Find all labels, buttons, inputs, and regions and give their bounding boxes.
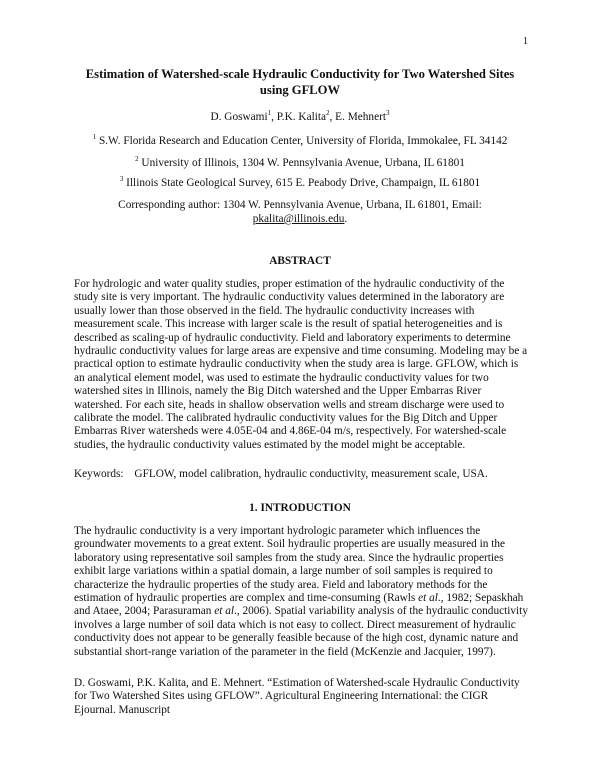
affiliation-3 xyxy=(70,176,530,190)
affiliation-1 xyxy=(70,134,530,148)
affiliation-text: S.W. Florida Research and Education Center, University of Florida, Immokalee, FL 34142 xyxy=(98,135,508,147)
introduction-body xyxy=(74,525,530,659)
affiliation-text: University of Illinois, 1304 W. Pennsylvania Avenue, Urbana, IL 61801 xyxy=(141,157,465,169)
affiliation-text: Illinois State Geological Survey, 615 E. Peabody Drive, Champaign, IL 61801 xyxy=(126,177,481,189)
affiliation-mark: 2 xyxy=(135,155,139,163)
page-number: 1 xyxy=(523,36,528,47)
author-name: E. Mehnert xyxy=(335,111,386,123)
intro-text-part: ., 1982; Sepaskhah and Ataee, 2004; Parasuraman xyxy=(74,592,524,618)
corresponding-author xyxy=(70,198,530,226)
abstract-heading: ABSTRACT xyxy=(269,255,331,267)
keywords-text: GFLOW, model calibration, hydraulic conductivity, measurement scale, USA. xyxy=(134,468,488,480)
corresponding-text: Corresponding author: 1304 W. Pennsylvania Avenue, Urbana, IL 61801, Email: xyxy=(118,199,482,211)
abstract-body: For hydrologic and water quality studies, proper estimation of the hydraulic conductivity of the study site is very important. The hydraulic conductivity values determined in the laboratory are usually lower than those observed in the field. The hydraulic conductivity increases with measurement scale. This increase with larger scale is the result of spatial heterogeneities and is described as scaling-up of hydraulic conductivity. Field and laboratory experiments to determine hydraulic conductivity values for large areas are expensive and time consuming. Modeling may be a practical option to estimate hydraulic conductivity when the study area is large. GFLOW, which is an analytical element model, was used to estimate the hydraulic conductivity values for two watershed sites in Illinois, namely the Big Ditch watershed and the Upper Embarras River watershed. For each site, heads in shallow observation wells and stream discharge were used to calibrate the model. The calibrated hydraulic conductivity values for the Big Ditch and Upper Embarras River watersheds were 4.05E-04 and 4.86E-04 m/s, respectively. For watershed-scale studies, the hydraulic conductivity values estimated by the model might be acceptable. xyxy=(74,278,528,451)
author-separator: , xyxy=(271,111,277,123)
keywords-label: Keywords: xyxy=(74,468,124,480)
affiliation-mark: 3 xyxy=(119,175,124,183)
author-affiliation-mark: 2 xyxy=(326,109,330,117)
citation-footnote: D. Goswami, P.K. Kalita, and E. Mehnert. “Estimation of Watershed-scale Hydraulic Conductivity for Two Watershed Sites using GFLOW”. Agricultural Engineering International: the CIGR Ejournal. Manuscript xyxy=(74,677,520,716)
affiliation-mark: 1 xyxy=(92,133,97,141)
intro-etal: et al xyxy=(214,605,234,618)
intro-text-part: The hydraulic conductivity is a very important hydrologic parameter which influences the groundwater movements to a great extent. Soil hydraulic properties are usually measured in the laboratory using representative soil samples from the study area. Since the hydraulic properties exhibit large variations within a spatial domain, a large number of soil samples is required to characterize the hydraulic properties of the study area. Field and laboratory methods for the estimation of hydraulic properties are complex and time-consuming (Rawls xyxy=(74,525,506,605)
author-affiliation-mark: 1 xyxy=(267,109,272,117)
corresponding-end: . xyxy=(344,213,348,225)
author-name: P.K. Kalita xyxy=(276,111,327,123)
affiliation-2 xyxy=(70,156,530,170)
author-name: D. Goswami xyxy=(210,111,268,123)
author-list xyxy=(70,110,530,124)
email-link[interactable]: pkalita@illinois.edu xyxy=(252,213,345,225)
intro-etal: et al xyxy=(418,592,438,605)
paper-title: Estimation of Watershed-scale Hydraulic Conductivity for Two Watershed Sites using GFLOW xyxy=(85,67,515,97)
author-separator: , xyxy=(329,111,336,123)
keywords xyxy=(74,468,530,481)
intro-text-part: ., 2006). Spatial variability analysis of the hydraulic conductivity involves a large number of soil data which is not easy to collect. Direct measurement of hydraulic conductivity does not appear to be generally feasible because of the high cost, dynamic nature and substantial short-range variation of the parameter in the field (McKenzie and Jacquier, 1997). xyxy=(74,605,528,658)
author-affiliation-mark: 3 xyxy=(386,109,390,117)
introduction-heading: 1. INTRODUCTION xyxy=(249,502,351,514)
